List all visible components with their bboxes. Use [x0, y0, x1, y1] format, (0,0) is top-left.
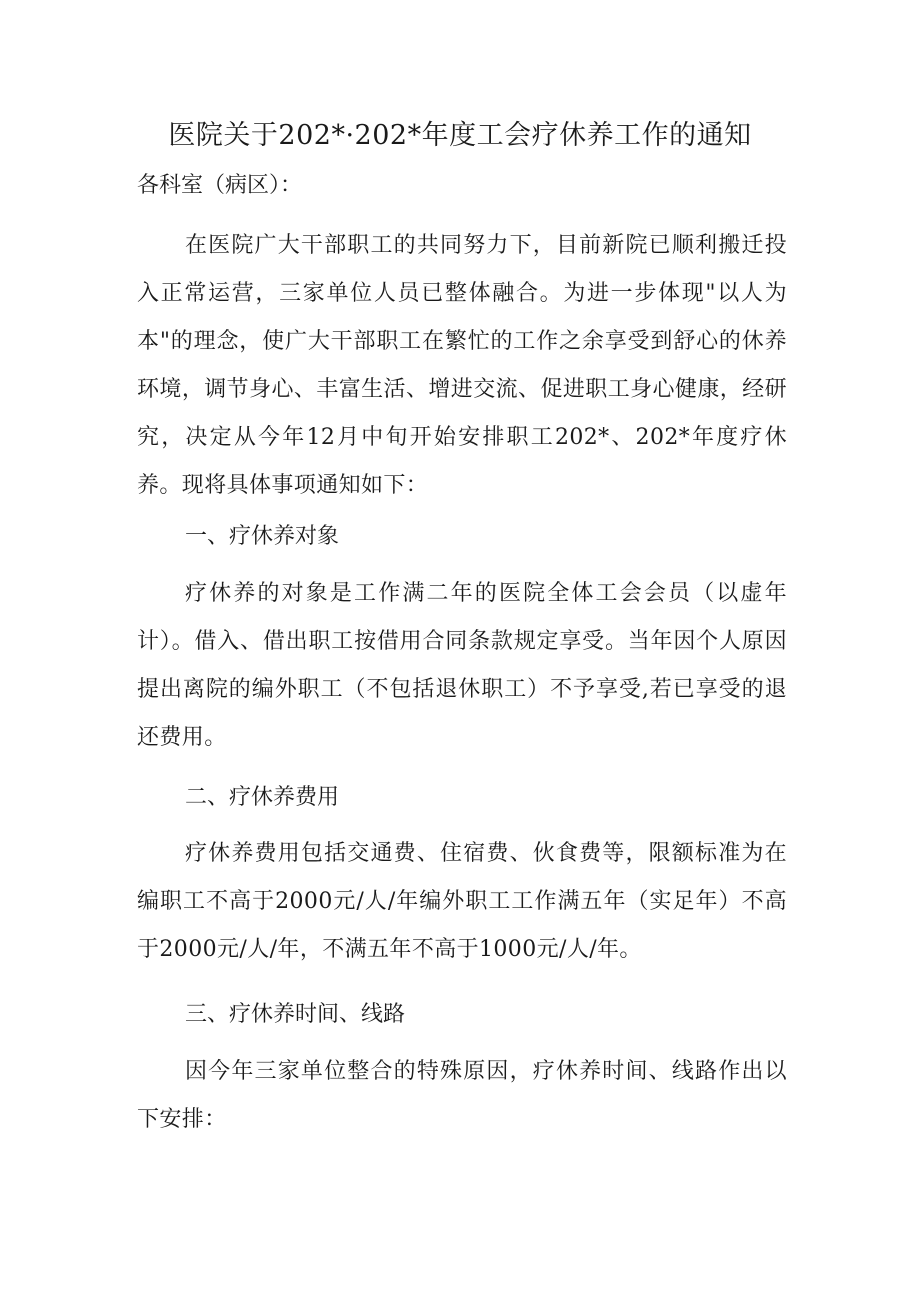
- section-body-2: 疗休养费用包括交通费、住宿费、伙食费等，限额标准为在编职工不高于2000元/人/年编外职工工作满五年（实足年）不高于2000元/人/年，不满五年不高于1000元/人/年。: [137, 841, 787, 962]
- section-body-1: 疗休养的对象是工作满二年的医院全体工会会员（以虚年计）。借入、借出职工按借用合同条款规定享受。当年因个人原因提出离院的编外职工（不包括退休职工）不予享受,若已享受的退还费用。: [137, 581, 787, 750]
- section-body-3: 因今年三家单位整合的特殊原因，疗休养时间、线路作出以下安排：: [137, 1059, 787, 1132]
- salutation: 各科室（病区）：: [137, 173, 303, 198]
- document-title: 医院关于202*·202*年度工会疗休养工作的通知: [168, 120, 752, 151]
- section-heading-3: 三、疗休养时间、线路: [185, 1002, 406, 1027]
- intro-paragraph: 在医院广大干部职工的共同努力下，目前新院已顺利搬迁投入正常运营，三家单位人员已整体融合。为进一步体现"以人为本"的理念，使广大干部职工在繁忙的工作之余享受到舒心的休养环境，调节身心、丰富生活、增进交流、促进职工身心健康，经研究，决定从今年12月中旬开始安排职工202*、202*年度疗休养。现将具体事项通知如下：: [137, 233, 787, 498]
- section-heading-2: 二、疗休养费用: [185, 785, 340, 810]
- section-heading-1: 一、疗休养对象: [185, 524, 340, 549]
